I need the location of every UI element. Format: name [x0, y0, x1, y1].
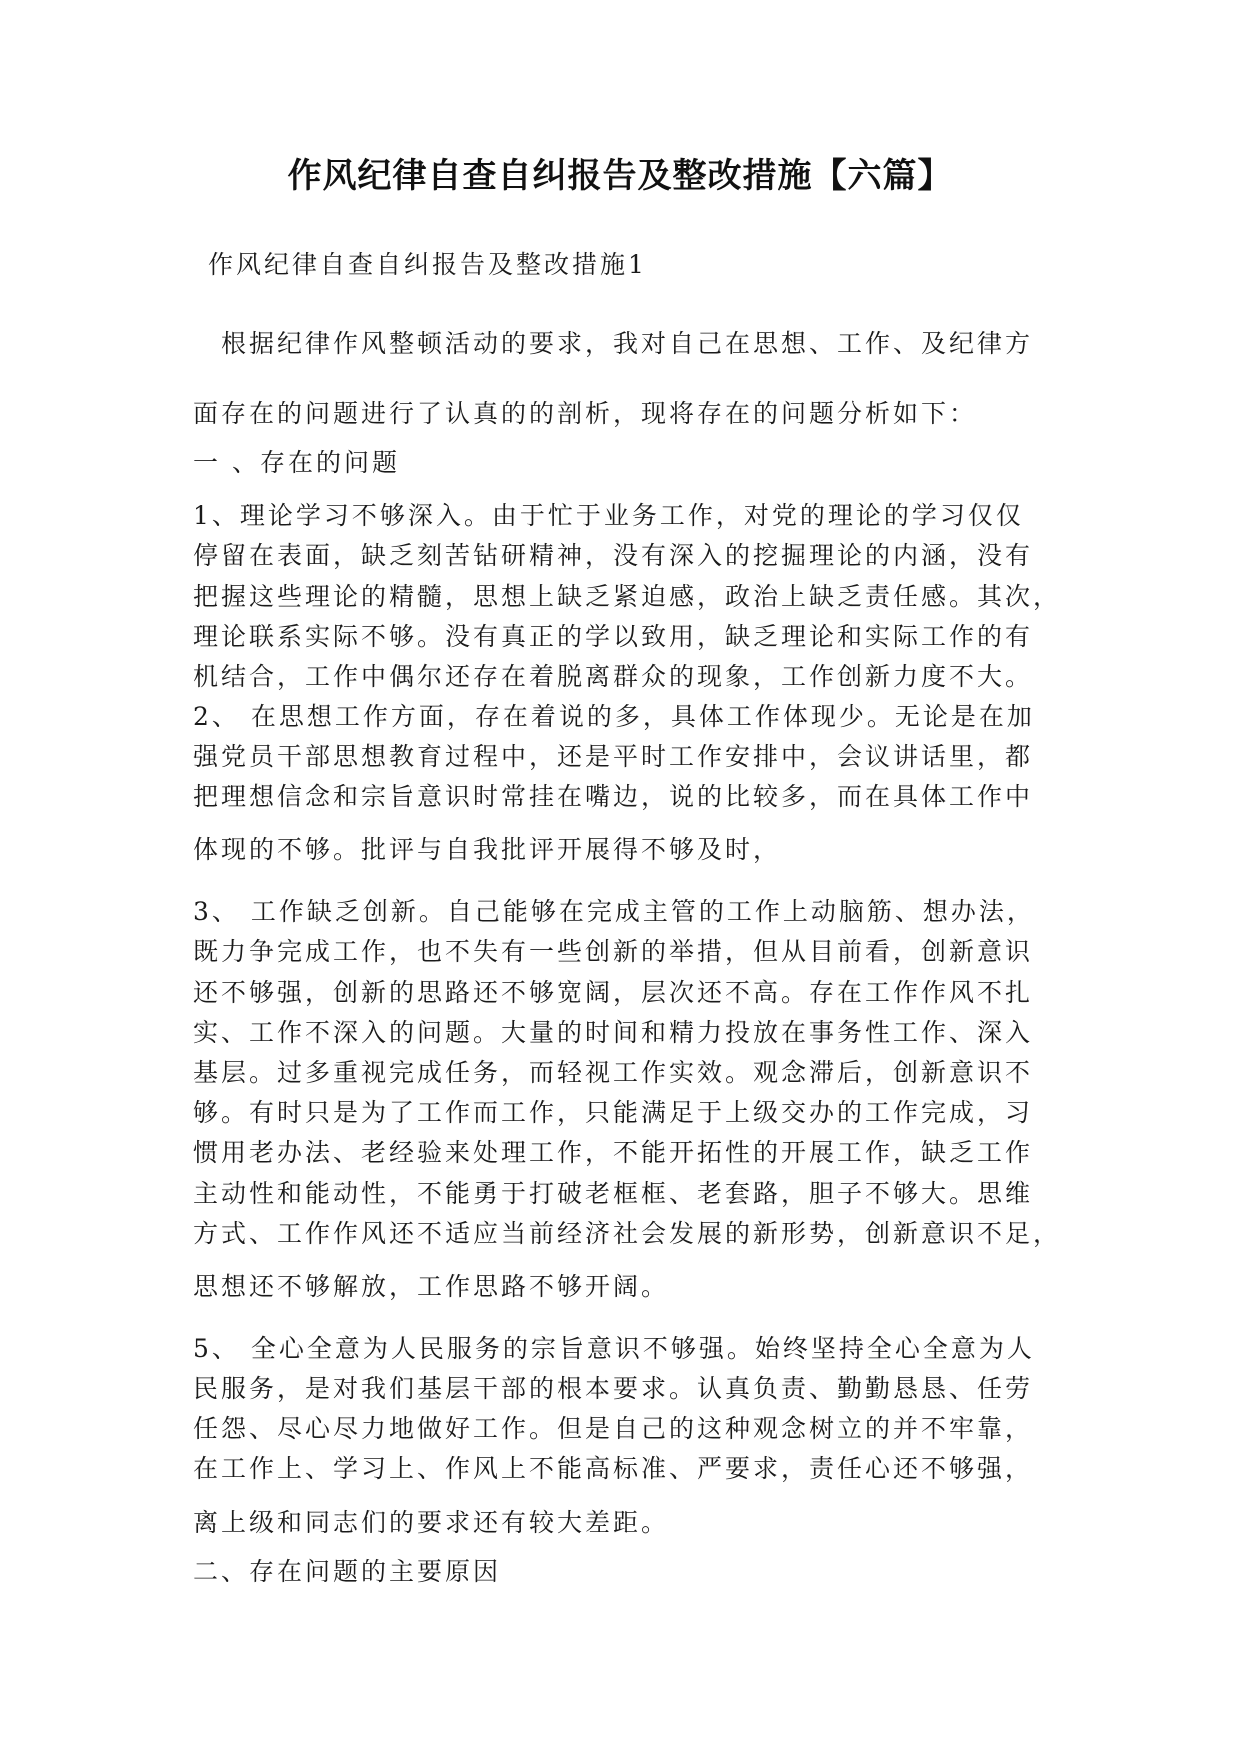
paragraph-line: 思想还不够解放，工作思路不够开阔。: [193, 1272, 670, 1301]
paragraph-line: 实、工作不深入的问题。大量的时间和精力投放在事务性工作、深入: [193, 1018, 1034, 1047]
paragraph-line: 面存在的问题进行了认真的的剖析，现将存在的问题分析如下：: [193, 399, 978, 428]
paragraph-line: 根据纪律作风整顿活动的要求，我对自己在思想、工作、及纪律方: [221, 329, 1034, 358]
paragraph-line: 把握这些理论的精髓，思想上缺乏紧迫感，政治上缺乏责任感。其次，: [193, 582, 1062, 611]
paragraph-line: 3、 工作缺乏创新。自己能够在完成主管的工作上动脑筋、想办法，: [193, 897, 1035, 926]
paragraph-line: 够。有时只是为了工作而工作，只能满足于上级交办的工作完成，习: [193, 1098, 1034, 1127]
paragraph-line: 强党员干部思想教育过程中，还是平时工作安排中，会议讲话里，都: [193, 742, 1034, 771]
document-title: 作风纪律自查自纠报告及整改措施【六篇】: [287, 156, 953, 196]
paragraph-line: 机结合，工作中偶尔还存在着脱离群众的现象，工作创新力度不大。: [193, 662, 1034, 691]
paragraph-line: 民服务，是对我们基层干部的根本要求。认真负责、勤勤恳恳、任劳: [193, 1374, 1034, 1403]
paragraph-line: 把理想信念和宗旨意识时常挂在嘴边，说的比较多，而在具体工作中: [193, 782, 1034, 811]
paragraph-line: 作风纪律自查自纠报告及整改措施1: [208, 250, 647, 279]
paragraph-line: 在工作上、学习上、作风上不能高标准、严要求，责任心还不够强，: [193, 1454, 1034, 1483]
paragraph-line: 一 、存在的问题: [193, 448, 400, 477]
paragraph-line: 5、 全心全意为人民服务的宗旨意识不够强。始终坚持全心全意为人: [193, 1334, 1035, 1363]
paragraph-line: 既力争完成工作，也不失有一些创新的举措，但从目前看，创新意识: [193, 937, 1034, 966]
paragraph-line: 离上级和同志们的要求还有较大差距。: [193, 1508, 670, 1537]
paragraph-line: 停留在表面，缺乏刻苦钻研精神，没有深入的挖掘理论的内涵，没有: [193, 541, 1034, 570]
paragraph-line: 体现的不够。批评与自我批评开展得不够及时，: [193, 835, 782, 864]
paragraph-line: 惯用老办法、老经验来处理工作，不能开拓性的开展工作，缺乏工作: [193, 1138, 1034, 1167]
paragraph-line: 二、存在问题的主要原因: [193, 1557, 502, 1586]
paragraph-line: 还不够强，创新的思路还不够宽阔，层次还不高。存在工作作风不扎: [193, 978, 1034, 1007]
paragraph-line: 2、 在思想工作方面，存在着说的多，具体工作体现少。无论是在加: [193, 702, 1035, 731]
paragraph-line: 任怨、尽心尽力地做好工作。但是自己的这种观念树立的并不牢靠，: [193, 1414, 1034, 1443]
paragraph-line: 基层。过多重视完成任务，而轻视工作实效。观念滞后，创新意识不: [193, 1058, 1034, 1087]
paragraph-line: 方式、工作作风还不适应当前经济社会发展的新形势，创新意识不足，: [193, 1219, 1062, 1248]
paragraph-line: 理论联系实际不够。没有真正的学以致用，缺乏理论和实际工作的有: [193, 622, 1034, 651]
paragraph-line: 1、理论学习不够深入。由于忙于业务工作，对党的理论的学习仅仅: [193, 501, 1024, 530]
paragraph-line: 主动性和能动性，不能勇于打破老框框、老套路，胆子不够大。思维: [193, 1179, 1034, 1208]
